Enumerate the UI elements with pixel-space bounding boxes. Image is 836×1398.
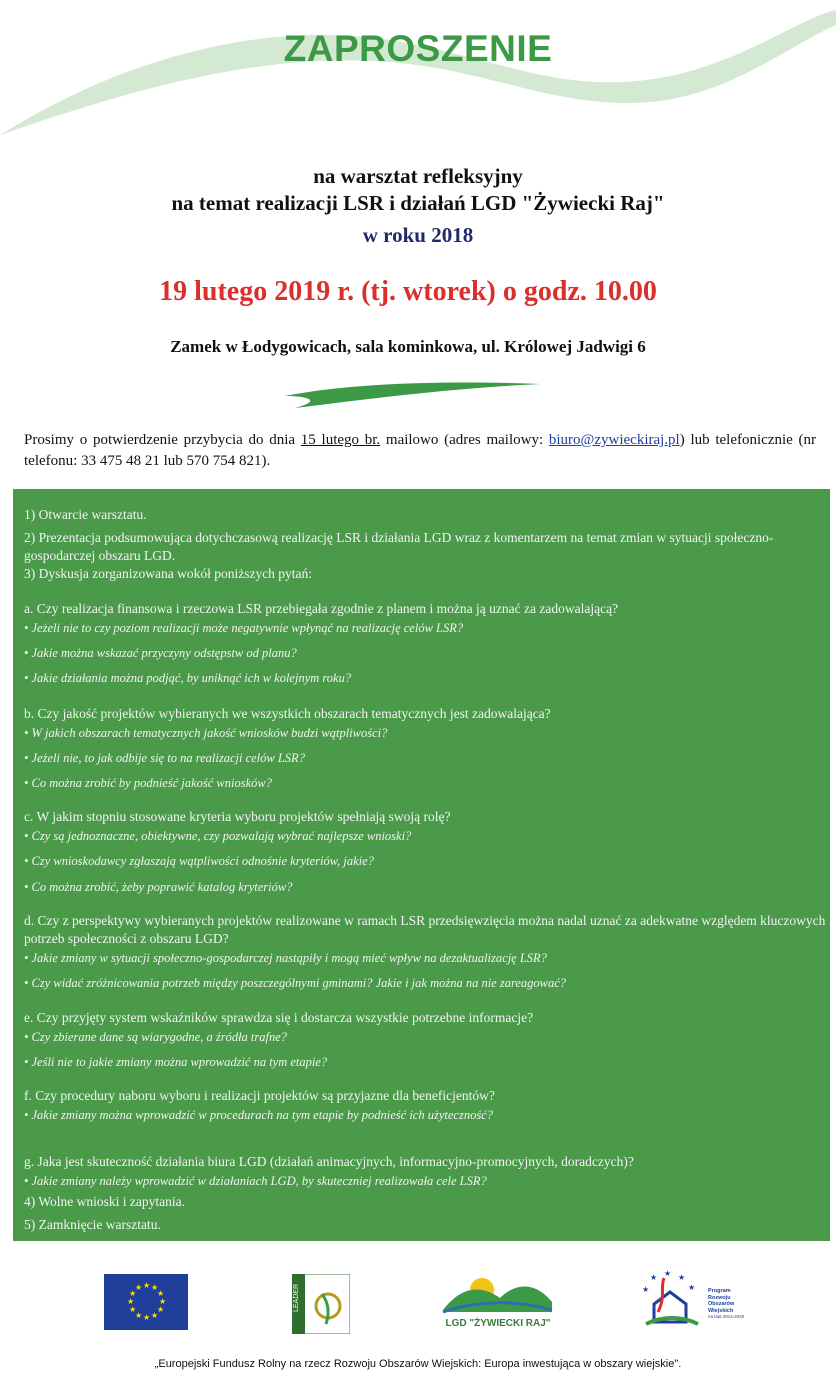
svg-text:★: ★ [135, 1311, 143, 1320]
page-title: ZAPROSZENIE [283, 28, 553, 69]
svg-text:★: ★ [688, 1283, 696, 1292]
email-link[interactable]: biuro@zywieckiraj.pl [548, 432, 680, 448]
sub-question: • Jakie zmiany w sytuacji społeczno-gospodarczej nastąpiły i mogą mieć wpływ na dezaktualizację LSR? [24, 951, 547, 965]
leader-text: LEADER [293, 1284, 300, 1313]
sub-question: • W jakich obszarach tematycznych jakość wniosków budzi wątpliwości? [24, 726, 388, 740]
prow-logo-text [708, 1288, 758, 1321]
sub-question: • Czy wnioskodawcy zgłaszają wątpliwości odnośnie kryteriów, jakie? [24, 854, 374, 868]
sub-question: • Jakie działania można podjąć, by uniknąć ich w kolejnym roku? [24, 671, 352, 685]
sub-question: • Co można zrobić by podnieść jakość wniosków? [24, 776, 272, 790]
svg-text:★: ★ [129, 1289, 137, 1298]
svg-text:★: ★ [135, 1283, 143, 1292]
sub-question: • Jeśli nie to jakie zmiany można wprowadzić na tym etapie? [24, 1055, 328, 1069]
event-datetime: 19 lutego 2019 r. (tj. wtorek) o godz. 10.00 [159, 276, 657, 307]
svg-text:★: ★ [159, 1297, 167, 1306]
sub-question: • Jakie można wskazać przyczyny odstępstw od planu? [24, 646, 297, 660]
subtitle-line-1: na warsztat refleksyjny [313, 164, 523, 188]
agenda-item: 3) Dyskusja zorganizowana wokół poniższych pytań: [24, 566, 313, 581]
event-location: Zamek w Łodygowicach, sala kominkowa, ul. Królowej Jadwigi 6 [170, 337, 646, 356]
svg-text:★: ★ [642, 1285, 650, 1294]
subtitle-year: w roku 2018 [362, 223, 474, 247]
sub-question: • Czy są jednoznaczne, obiektywne, czy pozwalają wybrać najlepsze wnioski? [24, 829, 412, 843]
prow-text-line: Program [708, 1288, 731, 1294]
question: f. Czy procedury naboru wyboru i realizacji projektów są przyjazne dla beneficjentów? [24, 1088, 495, 1103]
prow-text-line: Wiejskich [708, 1307, 734, 1314]
footer-note: „Europejski Fundusz Rolny na rzecz Rozwoju Obszarów Wiejskich: Europa inwestująca w obszary wiejskie". [154, 1358, 682, 1370]
swoosh-divider [285, 382, 545, 412]
lgd-logo-text: LGD "ŻYWIECKI RAJ" [445, 1318, 551, 1329]
rsvp-text-1: Prosimy o potwierdzenie przybycia do dnia [24, 432, 301, 448]
svg-text:★: ★ [157, 1305, 165, 1314]
rsvp-text-3: ) lub telefonicznie (nr telefonu: 33 475 48 21 lub 570 754 821). [24, 432, 817, 469]
question: g. Jaka jest skuteczność działania biura LGD (działań animacyjnych, informacyjno-promocyjnych, doradczych)? [24, 1154, 634, 1169]
lgd-logo [438, 1272, 556, 1316]
agenda-item: 2) Prezentacja podsumowująca dotychczasową realizację LSR i działania LGD wraz z komentarzem na temat zmian w sytuacji społeczno-gospodarczej obszaru LGD. [24, 530, 774, 563]
svg-text:★: ★ [151, 1311, 159, 1320]
sub-question: • Jakie zmiany można wprowadzić w procedurach na tym etapie by podnieść ich użyteczność? [24, 1108, 493, 1122]
svg-text:★: ★ [151, 1283, 159, 1292]
svg-text:★: ★ [664, 1270, 672, 1278]
agenda-item: 4) Wolne wnioski i zapytania. [24, 1194, 186, 1209]
svg-text:★: ★ [650, 1273, 658, 1282]
prow-logo [638, 1270, 706, 1332]
svg-text:★: ★ [129, 1305, 137, 1314]
eu-flag-logo [104, 1274, 188, 1330]
sponsor-logos [0, 1270, 836, 1340]
svg-text:★: ★ [127, 1297, 135, 1306]
agenda-item: 5) Zamknięcie warsztatu. [24, 1217, 161, 1232]
sub-question: • Jeżeli nie, to jak odbije się to na realizacji celów LSR? [24, 751, 305, 765]
prow-text-line: Obszarów [708, 1301, 735, 1307]
question: e. Czy przyjęty system wskaźników sprawdza się i dostarcza wszystkie potrzebne informacje? [24, 1010, 534, 1025]
question: d. Czy z perspektywy wybieranych projektów realizowane w ramach LSR przedsięwzięcia można nadal uznać za adekwatne względem kluczowych potrzeb społeczności z obszaru LGD? [24, 913, 826, 946]
rsvp-paragraph [24, 430, 816, 472]
agenda-item: 1) Otwarcie warsztatu. [24, 507, 147, 522]
svg-text:★: ★ [678, 1273, 686, 1282]
svg-text:★: ★ [157, 1289, 165, 1298]
subtitle-line-2: na temat realizacji LSR i działań LGD "Żywiecki Raj" [171, 191, 665, 215]
svg-text:★: ★ [143, 1313, 151, 1322]
header-wave [0, 0, 836, 140]
sub-question: • Czy zbierane dane są wiarygodne, a źródła trafne? [24, 1030, 288, 1044]
question: a. Czy realizacja finansowa i rzeczowa LSR przebiegała zgodnie z planem i można ją uznać za zadowalającą? [24, 601, 619, 616]
prow-text-line: na lata 2014-2020 [708, 1314, 745, 1319]
svg-text:★: ★ [143, 1281, 151, 1290]
sub-question: • Jakie zmiany należy wprowadzić w działaniach LGD, by skuteczniej realizowała cele LSR? [24, 1174, 487, 1188]
rsvp-deadline: 15 lutego br. [300, 432, 381, 448]
prow-text-line: Rozwoju [708, 1294, 731, 1301]
question: b. Czy jakość projektów wybieranych we wszystkich obszarach tematycznych jest zadowalająca? [24, 706, 551, 721]
sub-question: • Jeżeli nie to czy poziom realizacji może negatywnie wpłynąć na realizację celów LSR? [24, 621, 464, 635]
sub-question: • Czy widać zróżnicowania potrzeb między poszczególnymi gminami? Jakie i jak można na nie zareagować? [24, 976, 567, 990]
rsvp-text-2: mailowo (adres mailowy: [380, 432, 549, 448]
sub-question: • Co można zrobić, żeby poprawić katalog kryteriów? [24, 880, 293, 894]
question: c. W jakim stopniu stosowane kryteria wyboru projektów spełniają swoją rolę? [24, 809, 451, 824]
